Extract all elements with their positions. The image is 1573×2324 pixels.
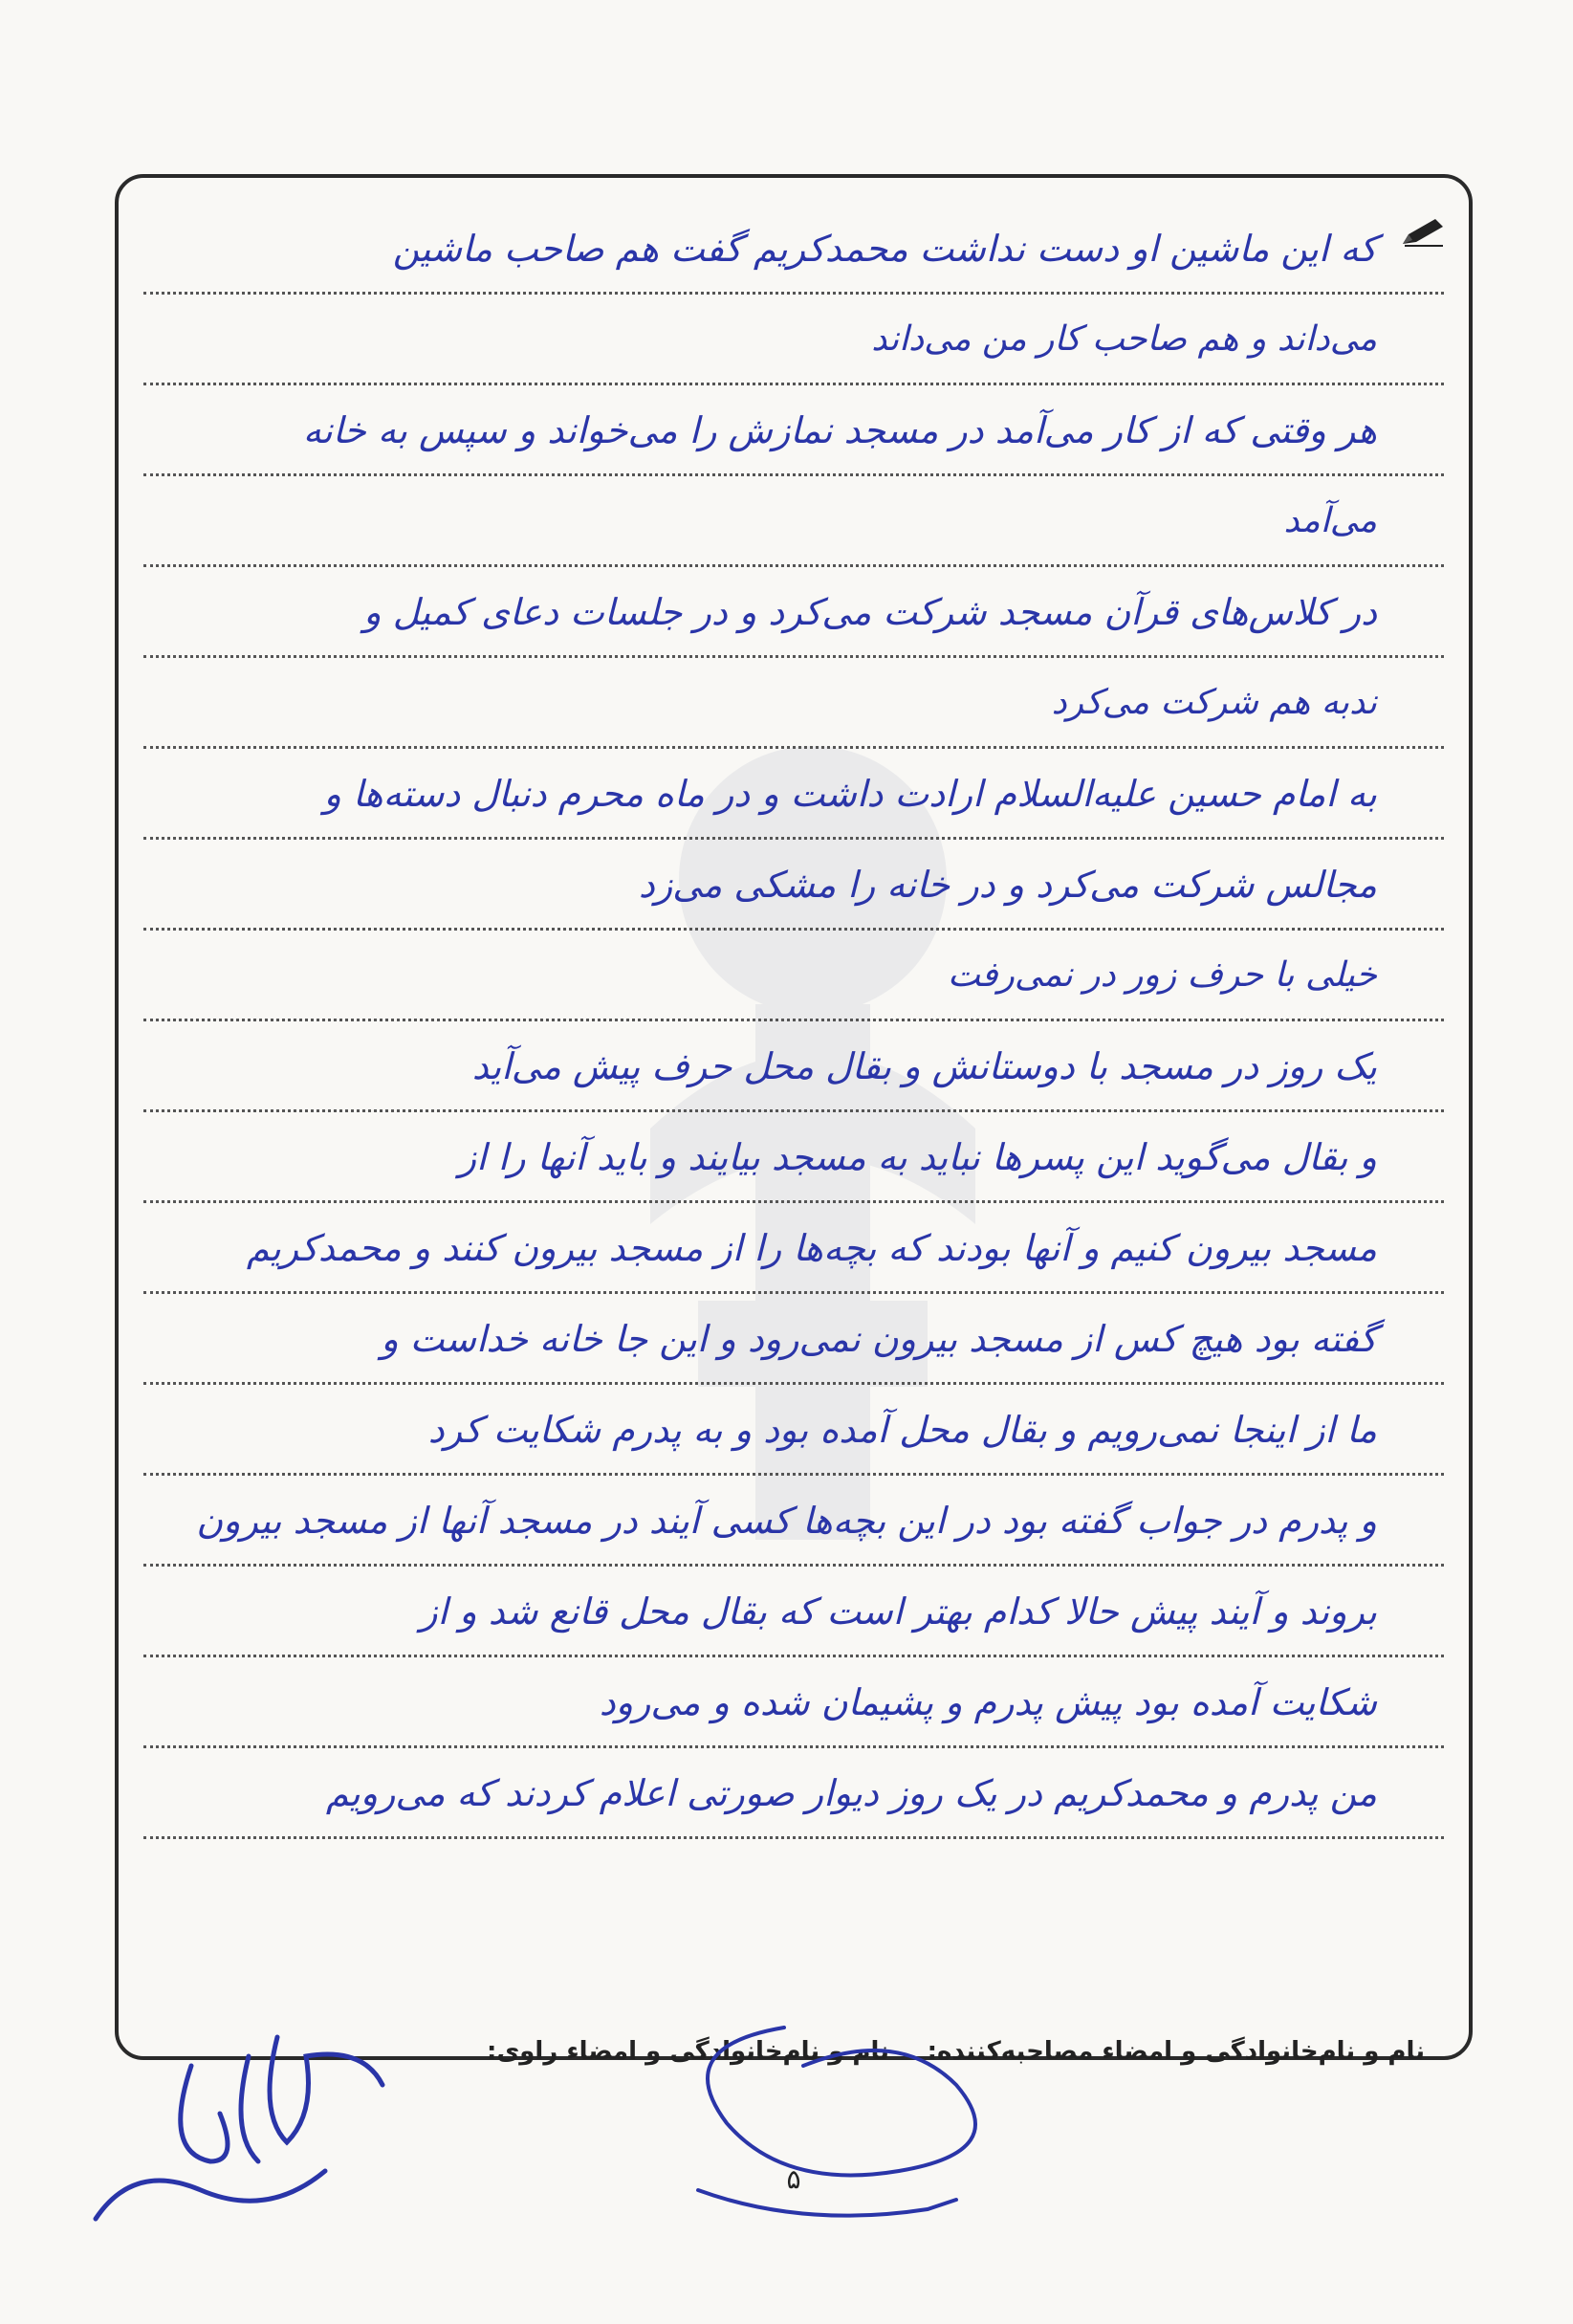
text-line: مجالس شرکت می‌کرد و در خانه را مشکی می‌زد <box>143 846 1444 931</box>
text-line: که این ماشین او دست نداشت محمدکریم گفت هم صاحب ماشین <box>143 210 1444 295</box>
text-line: گفته بود هیچ کس از مسجد بیرون نمی‌رود و این جا خانه خداست و <box>143 1301 1444 1385</box>
handwritten-lines <box>143 191 1444 1989</box>
interviewer-signature <box>612 2008 1090 2238</box>
text-line: به امام حسین علیه‌السلام ارادت داشت و در ماه محرم دنبال دسته‌ها و <box>143 756 1444 840</box>
text-line: من پدرم و محمدکریم در یک روز دیوار صورتی اعلام کردند که می‌رویم <box>143 1755 1444 1839</box>
text-line: یک روز در مسجد با دوستانش و بقال محل حرف پیش می‌آید <box>143 1028 1444 1112</box>
text-line: ما از اینجا نمی‌رویم و بقال محل آمده بود و به پدرم شکایت کرد <box>143 1392 1444 1476</box>
text-line: بروند و آیند پیش حالا کدام بهتر است که بقال محل قانع شد و از <box>143 1573 1444 1657</box>
page-number: ۵ <box>786 2163 801 2195</box>
text-line: می‌آمد <box>143 483 1444 567</box>
text-line: مسجد بیرون کنیم و آنها بودند که بچه‌ها را از مسجد بیرون کنند و محمدکریم <box>143 1210 1444 1294</box>
text-line: و بقال می‌گوید این پسرها نباید به مسجد بیایند و باید آنها را از <box>143 1119 1444 1203</box>
text-line: خیلی با حرف زور در نمی‌رفت <box>143 937 1444 1021</box>
text-line: در کلاس‌های قرآن مسجد شرکت می‌کرد و در جلسات دعای کمیل و <box>143 574 1444 658</box>
text-line: و پدرم در جواب گفته بود در این بچه‌ها کسی آیند در مسجد آنها از مسجد بیرون <box>143 1482 1444 1567</box>
text-line: هر وقتی که از کار می‌آمد در مسجد نمازش را می‌خواند و سپس به خانه <box>143 392 1444 476</box>
text-line: می‌داند و هم صاحب کار من می‌داند <box>143 301 1444 385</box>
narrator-signature-label: نام و نام‌خانوادگی و امضاء راوی: <box>487 2037 889 2066</box>
text-line: ندبه هم شرکت می‌کرد <box>143 665 1444 749</box>
interviewer-signature-label: نام و نام‌خانوادگی و امضاء مصاحبه‌کننده: <box>927 2037 1425 2066</box>
text-line: شکایت آمده بود پیش پدرم و پشیمان شده و می‌رود <box>143 1664 1444 1748</box>
narrator-signature <box>76 1999 402 2247</box>
